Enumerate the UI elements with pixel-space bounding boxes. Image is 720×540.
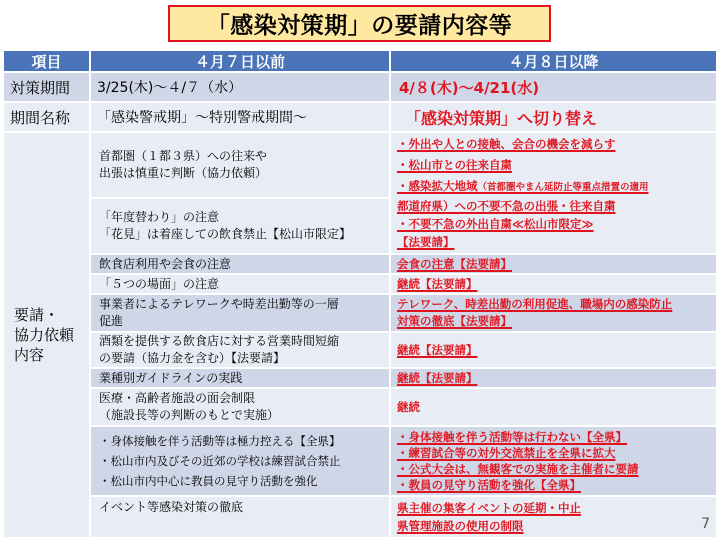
- period-after-text: 4/８(木)～4/21(水): [399, 78, 540, 97]
- period-before-text: 3/25(木)～４/７（水）: [97, 80, 243, 96]
- name-after-text: 「感染対策期」へ切り替え: [405, 108, 598, 128]
- row6-after-line1: 継続【法要請】: [397, 342, 478, 357]
- row8-after: [391, 389, 716, 425]
- row2-after-line4: 【法要請】: [397, 235, 455, 249]
- row4-after: [391, 275, 716, 293]
- row2-after-line1: ・感染拡大地域: [397, 179, 478, 193]
- row1-before-line2: 出張は慎重に判断（協力依頼）: [99, 166, 268, 180]
- row3-after-line1: 会食の注意【法要請】: [397, 256, 512, 271]
- row6-after: [391, 333, 716, 367]
- header-after-text: ４月８日以降: [508, 52, 599, 71]
- row6-before: [91, 333, 389, 367]
- row2-before: [91, 199, 389, 253]
- page-title-text: 「感染対策期」の要請内容等: [206, 13, 513, 39]
- rows1-2-after: [391, 133, 716, 253]
- header-before: [91, 51, 389, 71]
- row1-after-line2: ・松山市との往来自粛: [397, 158, 512, 172]
- row1-before: [91, 133, 389, 197]
- name-label-text: 期間名称: [10, 108, 71, 127]
- row10-after: [391, 497, 716, 537]
- name-before: [91, 103, 389, 131]
- row7-before-line1: 業種別ガイドラインの実践: [99, 370, 243, 385]
- row2-before-line1: 「年度替わり」の注意: [99, 210, 220, 224]
- row9-before-line1: ・身体接触を伴う活動等は極力控える【全県】: [99, 434, 341, 448]
- row6-before-line1: 酒類を提供する飲食店に対する営業時間短縮: [99, 334, 340, 348]
- row9-before: [91, 427, 389, 495]
- row8-before: [91, 389, 389, 425]
- page-title: [168, 5, 551, 42]
- row9-after-line1: ・身体接触を伴う活動等は行わない【全県】: [397, 430, 627, 444]
- row5-before-line2: 促進: [99, 314, 124, 328]
- row5-before: [91, 295, 389, 331]
- requests-label-line3: 内容: [14, 346, 45, 364]
- header-before-text: ４月７日以前: [194, 52, 285, 71]
- row8-after-line1: 継続: [397, 399, 420, 414]
- row6-before-line2: の要請（協力金を含む）【法要請】: [99, 351, 286, 365]
- row9-after-line3: ・公式大会は、無観客での実施を主催者に要請: [397, 462, 639, 476]
- row9-before-line3: ・松山市内中心に教員の見守り活動を強化: [99, 474, 318, 488]
- row9-after-line2: ・練習試合等の対外交流禁止を全県に拡大: [397, 446, 616, 460]
- name-before-text: 「感染警戒期」～特別警戒期間～: [97, 110, 307, 126]
- requests-label-line1: 要請・: [14, 306, 60, 324]
- row5-after: [391, 295, 716, 331]
- row7-before: [91, 369, 389, 387]
- row2-after-line1-small: （首都圏やまん延防止等重点措置の適用: [477, 182, 649, 193]
- header-item: [4, 51, 89, 71]
- row4-after-line1: 継続【法要請】: [397, 276, 478, 291]
- period-label-text: 対策期間: [10, 78, 71, 97]
- row4-before: [91, 275, 389, 293]
- row1-before-line1: 首都圏（１都３県）への往来や: [99, 149, 268, 163]
- row3-before-line1: 飲食店利用や会食の注意: [99, 256, 232, 271]
- row10-after-line2: 県管理施設の使用の制限: [397, 519, 524, 533]
- header-item-text: 項目: [31, 52, 62, 71]
- row2-before-line2: 「花見」は着座しての飲食禁止【松山市限定】: [99, 227, 352, 241]
- row1-after-line1: ・外出や人との接触、会合の機会を減らす: [397, 137, 616, 151]
- row7-after-line1: 継続【法要請】: [397, 370, 478, 385]
- row9-after: [391, 427, 716, 495]
- row4-before-line1: 「５つの場面」の注意: [99, 276, 220, 291]
- requests-label: [4, 133, 89, 537]
- row5-after-line2: 対策の徹底【法要請】: [397, 314, 512, 328]
- row10-before-line1: イベント等感染対策の徹底: [99, 500, 244, 514]
- row8-before-line1: 医療・高齢者施設の面会制限: [99, 391, 256, 405]
- row2-after-line3: ・不要不急の外出自粛≪松山市限定≫: [397, 217, 594, 231]
- row9-after-line4: ・教員の見守り活動を強化【全県】: [397, 478, 581, 492]
- row3-before: [91, 255, 389, 273]
- period-label: [4, 73, 89, 101]
- row7-after: [391, 369, 716, 387]
- requests-label-line2: 協力依頼: [14, 326, 75, 344]
- row9-before-line2: ・松山市内及びその近郊の学校は練習試合禁止: [99, 454, 341, 468]
- row10-before: [91, 497, 389, 537]
- period-before: [91, 73, 389, 101]
- row8-before-line2: （施設長等の判断のもとで実施）: [99, 408, 280, 422]
- row5-before-line1: 事業者によるテレワークや時差出勤等の一層: [99, 297, 339, 311]
- name-label: [4, 103, 89, 131]
- row5-after-line1: テレワーク、時差出勤の利用促進、職場内の感染防止: [397, 297, 673, 311]
- period-after: [391, 73, 716, 101]
- page-number: 7: [701, 516, 710, 532]
- row3-after: [391, 255, 716, 273]
- row10-after-line1: 県主催の集客イベントの延期・中止: [397, 501, 581, 515]
- row2-after-line2: 都道府県）への不要不急の出張・往来自粛: [397, 199, 616, 213]
- header-after: [391, 51, 716, 71]
- name-after: [391, 103, 716, 131]
